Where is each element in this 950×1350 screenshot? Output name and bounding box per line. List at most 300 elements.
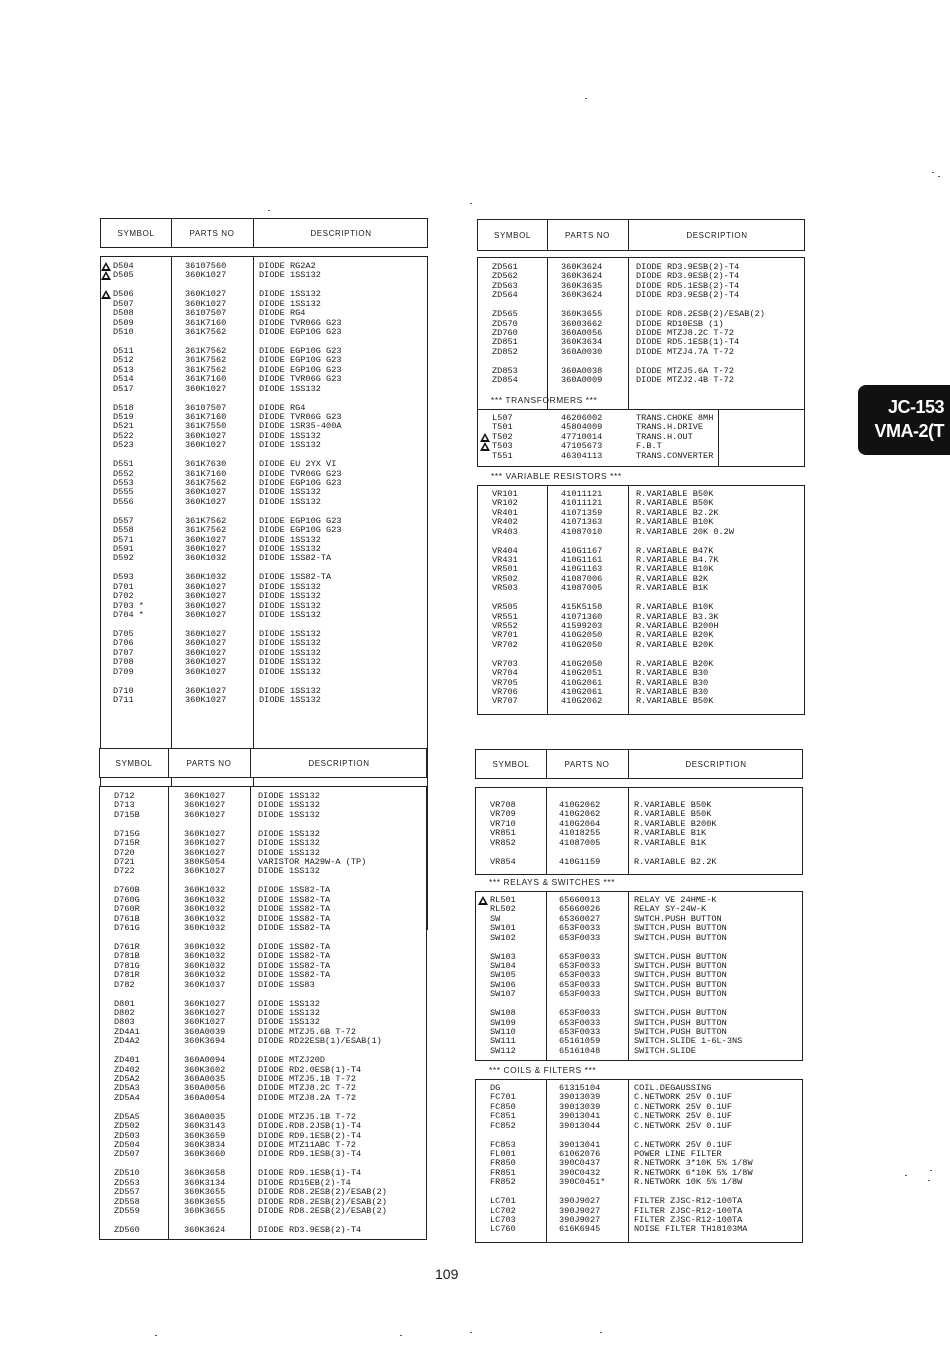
parts-no-cell: 360K1027	[184, 828, 226, 839]
parts-no-cell: 41018255	[559, 828, 601, 839]
header-symbol: SYMBOL	[494, 230, 531, 240]
parts-no-cell: 653F0033	[559, 961, 601, 971]
symbol-cell: D510	[113, 327, 134, 337]
description-cell: SWITCH.PUSH BUTTON	[634, 932, 727, 943]
symbol-cell: ZD560	[114, 1225, 140, 1235]
parts-no-cell: 360K1027	[185, 298, 227, 309]
parts-no-cell: 360K1027	[185, 695, 227, 705]
description-cell: RELAY SY-24W-K	[634, 904, 707, 915]
table-body	[477, 485, 805, 715]
description-cell: DIODE 1SS132	[258, 847, 320, 858]
table-row	[100, 1150, 426, 1159]
table-header	[475, 749, 803, 779]
description-cell: DIODE 1SS132	[258, 1017, 320, 1028]
parts-no-cell: 360A0039	[184, 1026, 226, 1037]
parts-no-cell: 360K1027	[185, 581, 227, 592]
description-cell: DIODE EGP10G G23	[259, 346, 342, 356]
warning-triangle-icon	[101, 262, 111, 271]
description-cell: DIODE RG4	[259, 402, 306, 413]
parts-no-cell: 39013041	[559, 1111, 601, 1122]
symbol-cell: DG	[490, 1083, 501, 1093]
parts-no-cell: 616K6945	[559, 1224, 601, 1235]
description-cell: DIODE EGP10G G23	[259, 515, 342, 526]
description-cell: DIODE RD8.2ESB(2)/ESAB(2)	[258, 1187, 387, 1198]
description-cell: DIODE RD2.0ESB(1)-T4	[258, 1064, 362, 1075]
symbol-cell: LC702	[490, 1205, 516, 1216]
table-row	[101, 498, 427, 507]
parts-no-cell: 653F0033	[559, 923, 601, 934]
header-parts-no: PARTS NO	[564, 759, 610, 769]
description-cell: R.VARIABLE B50K	[634, 800, 712, 810]
symbol-cell: ZD563	[492, 280, 518, 291]
symbol-cell: D802	[114, 1008, 135, 1018]
description-cell: DIODE 1SS132	[259, 544, 321, 554]
table-row	[100, 1207, 426, 1216]
symbol-cell: SW106	[490, 979, 516, 990]
description-cell: DIODE 1SS132	[259, 591, 321, 602]
parts-no-cell: 360K3659	[184, 1130, 226, 1141]
parts-no-cell: 653F0033	[559, 1008, 601, 1019]
description-cell: DIODE 1SS132	[259, 685, 321, 696]
symbol-cell: ZD402	[114, 1064, 140, 1075]
parts-no-cell: 410G2051	[561, 668, 603, 679]
parts-no-cell: 415K5158	[561, 602, 603, 613]
parts-no-cell: 360K3655	[184, 1206, 226, 1216]
symbol-cell: D518	[113, 402, 134, 413]
symbol-cell: LC701	[490, 1196, 516, 1207]
description-cell: DIODE EU 2YX VI	[259, 459, 337, 470]
warning-triangle-icon	[480, 433, 490, 442]
description-cell: DIODE TVR06G G23	[259, 468, 342, 479]
description-cell: SWITCH.PUSH BUTTON	[634, 1027, 727, 1037]
symbol-cell: D508	[113, 308, 134, 319]
description-cell: DIODE 1SS82-TA	[258, 913, 331, 924]
symbol-cell: SW104	[490, 961, 516, 971]
description-cell: DIODE MTZJ20D	[258, 1055, 326, 1066]
description-cell: R.VARIABLE B1K	[636, 583, 709, 594]
parts-no-cell: 41087005	[561, 583, 603, 594]
description-cell: SWITCH.PUSH BUTTON	[634, 979, 727, 990]
symbol-cell: SW105	[490, 970, 516, 981]
parts-no-cell: 41087005	[559, 837, 601, 848]
symbol-cell: RL502	[490, 904, 516, 915]
table-row	[101, 696, 427, 705]
symbol-cell: SW102	[490, 932, 516, 943]
description-cell: TRANS.H.DRIVE	[636, 422, 704, 433]
parts-no-cell: 41071360	[561, 611, 603, 622]
header-symbol: SYMBOL	[115, 758, 153, 768]
description-cell: C.NETWORK 25V 0.1UF	[634, 1120, 732, 1131]
description-cell: F.B.T	[636, 441, 662, 452]
parts-no-cell: 390J9027	[559, 1205, 601, 1216]
symbol-cell: D507	[113, 298, 134, 309]
parts-no-cell: 360K1027	[185, 440, 227, 451]
parts-no-cell: 360K1032	[184, 885, 226, 896]
description-cell: R.VARIABLE B200K	[634, 818, 717, 829]
description-cell: R.VARIABLE B10K	[636, 602, 714, 613]
symbol-cell: D512	[113, 355, 134, 366]
parts-no-cell: 360K3834	[184, 1140, 226, 1150]
parts-no-cell: 410G2050	[561, 658, 603, 669]
description-cell: DIODE MTZJ8.2C T-72	[258, 1083, 356, 1094]
parts-no-cell: 360K1032	[185, 553, 227, 564]
parts-no-cell: 390J9027	[559, 1196, 601, 1207]
symbol-cell: D709	[113, 666, 134, 677]
symbol-cell: VR404	[492, 545, 518, 556]
symbol-cell: D706	[113, 638, 134, 649]
symbol-cell: ZD4A2	[114, 1036, 140, 1047]
description-cell: FILTER ZJSC-R12-100TA	[634, 1215, 743, 1225]
parts-no-cell: 39013044	[559, 1120, 601, 1131]
description-cell: DIODE RD3.9ESB(2)-T4	[636, 271, 740, 282]
description-cell: DIODE 1SS132	[259, 383, 321, 394]
table-row	[476, 990, 802, 999]
warning-triangle-icon	[478, 896, 488, 905]
scan-speck	[938, 176, 940, 177]
parts-no-cell: 361K7562	[185, 525, 227, 536]
parts-no-cell: 360K3655	[184, 1187, 226, 1198]
description-cell: DIODE 1SS82-TA	[258, 923, 331, 933]
description-cell: DIODE 1SS132	[259, 496, 321, 507]
description-cell: DIODE RD3.9ESB(2)-T4	[258, 1225, 362, 1235]
parts-no-cell: 36107507	[185, 402, 227, 413]
description-cell: DIODE EGP10G G23	[259, 327, 342, 337]
symbol-cell: VR505	[492, 602, 518, 613]
parts-no-cell: 360K1027	[185, 487, 227, 498]
description-cell: R.VARIABLE B2.2K	[634, 856, 717, 867]
parts-no-cell: 360K1027	[185, 591, 227, 602]
table-row	[101, 328, 427, 337]
description-cell: DIODE TVR06G G23	[259, 374, 342, 385]
symbol-cell: D715R	[114, 838, 140, 849]
parts-no-cell: 360K1027	[184, 866, 226, 877]
description-cell: DIODE 1SS83	[258, 979, 315, 990]
symbol-cell: FR852	[490, 1177, 516, 1188]
parts-no-cell: 361K7160	[185, 412, 227, 422]
header-description: DESCRIPTION	[308, 758, 370, 768]
symbol-cell: D593	[113, 572, 134, 583]
symbol-cell: D513	[113, 364, 134, 375]
parts-no-cell: 410G2062	[559, 809, 601, 820]
description-cell: DIODE MTZJ5.1B T-72	[258, 1111, 356, 1122]
description-cell: DIODE 1SS132	[258, 828, 320, 839]
symbol-cell: VR851	[490, 828, 516, 839]
parts-no-cell: 361K7562	[185, 364, 227, 375]
description-cell: DIODE MTZJ2.4B T-72	[636, 375, 734, 386]
description-cell: DIODE RD9.1ESB(1)-T4	[258, 1168, 362, 1179]
model-tab-line1: JC-153	[887, 397, 944, 417]
description-cell: DIODE 1SS132	[259, 430, 321, 441]
parts-no-cell: 653F0033	[559, 932, 601, 943]
description-cell: DIODE EGP10G G23	[259, 355, 342, 366]
description-cell: C.NETWORK 25V 0.1UF	[634, 1139, 732, 1150]
description-cell: C.NETWORK 25V 0.1UF	[634, 1111, 732, 1122]
scan-speck	[928, 1180, 930, 1181]
symbol-cell: ZD507	[114, 1149, 140, 1160]
model-tab-line2: VMA-2(T	[874, 421, 944, 441]
parts-no-cell: 410G2061	[561, 687, 603, 697]
symbol-cell: D558	[113, 525, 134, 536]
symbol-cell: D557	[113, 515, 134, 526]
symbol-cell: D519	[113, 412, 134, 422]
description-cell: DIODE 1SS132	[258, 838, 320, 849]
symbol-cell: D711	[113, 695, 134, 705]
description-cell: DIODE 1SS132	[259, 289, 321, 300]
symbol-cell: ZD854	[492, 375, 518, 386]
parts-no-cell: 653F0033	[559, 979, 601, 990]
table-row	[101, 611, 427, 620]
symbol-cell: D556	[113, 496, 134, 507]
parts-no-cell: 360K3694	[184, 1036, 226, 1047]
description-cell: DIODE RD5.1ESB(2)-T4	[636, 280, 740, 291]
symbol-cell: D760G	[114, 894, 140, 905]
parts-no-cell: 36107507	[185, 308, 227, 319]
symbol-cell: FR851	[490, 1167, 516, 1178]
parts-no-cell: 65660026	[559, 904, 601, 915]
parts-no-cell: 360K1027	[185, 666, 227, 677]
description-cell: DIODE 1SS132	[258, 866, 320, 877]
symbol-cell: D721	[114, 857, 135, 867]
scan-speck	[585, 98, 587, 99]
parts-no-cell: 360K1027	[184, 1008, 226, 1018]
symbol-cell: VR852	[490, 837, 516, 848]
parts-no-cell: 360A0035	[184, 1111, 226, 1122]
parts-no-cell: 65360027	[559, 913, 601, 924]
header-description: DESCRIPTION	[310, 228, 372, 238]
symbol-cell: D701	[113, 581, 134, 592]
description-cell: DIODE 1SS132	[258, 809, 320, 820]
symbol-cell: FC853	[490, 1139, 516, 1150]
description-cell: DIODE 1SS82-TA	[259, 553, 332, 564]
parts-no-cell: 390C0437	[559, 1158, 601, 1169]
parts-no-cell: 360K1027	[184, 791, 226, 801]
symbol-cell: T501	[492, 422, 513, 433]
symbol-cell: RL501	[490, 895, 516, 905]
symbol-cell: ZD559	[114, 1206, 140, 1216]
header-description: DESCRIPTION	[686, 230, 748, 240]
description-cell: DIODE 1SS132	[259, 666, 321, 677]
symbol-cell: ZD561	[492, 262, 518, 272]
parts-no-cell: 360K1032	[184, 951, 226, 962]
description-cell: R.VARIABLE B200H	[636, 621, 719, 631]
parts-no-cell: 39013039	[559, 1092, 601, 1103]
symbol-cell: D760R	[114, 904, 140, 915]
table-row	[476, 1178, 802, 1187]
description-cell: DIODE RD8.2ESB(2)/ESAB(2)	[258, 1206, 387, 1216]
parts-no-cell: 36003662	[561, 318, 603, 329]
description-cell: R.VARIABLE B2.2K	[636, 507, 719, 518]
description-cell: R.VARIABLE B2K	[636, 573, 709, 584]
symbol-cell: VR501	[492, 564, 518, 575]
symbol-cell: VR552	[492, 621, 518, 631]
parts-no-cell: 360A0056	[561, 328, 603, 338]
header-symbol: SYMBOL	[117, 228, 155, 238]
parts-no-cell: 360K1027	[185, 638, 227, 649]
description-cell: DIODE 1SS132	[259, 298, 321, 309]
description-cell: DIODE 1SS132	[259, 600, 321, 611]
symbol-cell: D715G	[114, 828, 140, 839]
parts-no-cell: 360K1027	[185, 544, 227, 554]
parts-no-cell: 360K1027	[185, 383, 227, 394]
parts-no-cell: 360K3624	[184, 1225, 226, 1235]
parts-no-cell: 360K3624	[561, 290, 603, 301]
description-cell: SWITCH.PUSH BUTTON	[634, 970, 727, 981]
symbol-cell: D720	[114, 847, 135, 858]
parts-no-cell: 360K3634	[561, 337, 603, 348]
symbol-cell: D782	[114, 979, 135, 990]
symbol-cell: D702	[113, 591, 134, 602]
table-row	[476, 858, 802, 867]
parts-no-cell: 360K1027	[185, 496, 227, 507]
parts-no-cell: 360K1027	[184, 838, 226, 849]
symbol-cell: VR702	[492, 639, 518, 650]
description-cell: R.VARIABLE 20K 0.2W	[636, 526, 734, 537]
description-cell: DIODE RD10ESB (1)	[636, 318, 724, 329]
description-cell: DIODE RD3.9ESB(2)-T4	[636, 262, 740, 272]
scan-speck	[268, 210, 270, 211]
parts-no-cell: 61062076	[559, 1149, 601, 1159]
table-row	[100, 1226, 426, 1235]
description-cell: DIODE TVR06G G23	[259, 317, 342, 328]
parts-no-cell: 360K3624	[561, 262, 603, 272]
symbol-cell: D712	[114, 791, 135, 801]
table-body	[477, 409, 805, 467]
symbol-cell: SW109	[490, 1017, 516, 1028]
parts-no-cell: 361K7630	[185, 459, 227, 470]
table-row	[101, 271, 427, 280]
table-row	[476, 934, 802, 943]
table-body	[475, 1079, 803, 1243]
description-cell: DIODE MTZJ4.7A T-72	[636, 346, 734, 357]
symbol-cell: D551	[113, 459, 134, 470]
parts-no-cell: 361K7562	[185, 478, 227, 488]
description-cell: R.VARIABLE B50K	[636, 696, 714, 707]
description-cell: FILTER ZJSC-R12-100TA	[634, 1205, 743, 1216]
description-cell: DIODE MTZJ8.2A T-72	[258, 1092, 356, 1103]
symbol-cell: VR709	[490, 809, 516, 820]
section-title: *** VARIABLE RESISTORS ***	[491, 471, 622, 481]
parts-no-cell: 360K3624	[561, 271, 603, 282]
table-row	[478, 697, 804, 706]
table-body	[477, 257, 805, 415]
page-number: 109	[435, 1266, 459, 1282]
symbol-cell: ZD5A2	[114, 1074, 140, 1084]
symbol-cell: T551	[492, 450, 513, 461]
symbol-cell: FL001	[490, 1149, 516, 1159]
symbol-cell: ZD852	[492, 346, 518, 357]
header-parts-no: PARTS NO	[189, 228, 235, 238]
description-cell: DIODE 1SS132	[258, 1008, 320, 1018]
symbol-cell: ZD564	[492, 290, 518, 301]
symbol-cell: VR707	[492, 696, 518, 707]
description-cell: DIODE RD9.1ESB(2)-T4	[258, 1130, 362, 1141]
parts-no-cell: 46304113	[561, 450, 603, 461]
description-cell: DIODE RG4	[259, 308, 306, 319]
parts-no-cell: 410G2061	[561, 677, 603, 688]
symbol-cell: SW107	[490, 989, 516, 1000]
symbol-cell: D517	[113, 383, 134, 394]
description-cell: DIODE 1SS82-TA	[258, 894, 331, 905]
description-cell: DIODE 1SS132	[258, 800, 320, 811]
symbol-cell: ZD851	[492, 337, 518, 348]
description-cell: R.VARIABLE B47K	[636, 545, 714, 556]
parts-no-cell: 360K3655	[561, 309, 603, 320]
parts-no-cell: 65161059	[559, 1036, 601, 1047]
symbol-cell: D781G	[114, 960, 140, 971]
description-cell: DIODE 1SS132	[259, 581, 321, 592]
table-row	[101, 441, 427, 450]
parts-no-cell: 360K1027	[185, 600, 227, 611]
description-cell: R.VARIABLE B10K	[636, 564, 714, 575]
model-tab	[858, 385, 950, 455]
description-cell: R.VARIABLE B50K	[636, 489, 714, 499]
parts-no-cell: 41599203	[561, 621, 603, 631]
parts-no-cell: 39013041	[559, 1139, 601, 1150]
parts-no-cell: 653F0033	[559, 951, 601, 962]
symbol-cell: ZD853	[492, 365, 518, 376]
table-row	[100, 981, 426, 990]
description-cell: DIODE 1SS82-TA	[258, 904, 331, 915]
description-cell: DIODE 1SS132	[259, 270, 321, 281]
symbol-cell: D803	[114, 1017, 135, 1028]
symbol-cell: ZD502	[114, 1121, 140, 1132]
symbol-cell: VR503	[492, 583, 518, 594]
table-row	[476, 1225, 802, 1234]
symbol-cell: D591	[113, 544, 134, 554]
description-cell: R.VARIABLE B30	[636, 677, 709, 688]
description-cell: DIODE 1SS132	[259, 610, 321, 620]
parts-no-cell: 360K1032	[184, 970, 226, 981]
symbol-cell: ZD557	[114, 1187, 140, 1198]
warning-triangle-icon	[101, 290, 111, 299]
description-cell: VARISTOR MA29W-A (TP)	[258, 857, 367, 867]
parts-no-cell: 41011121	[561, 498, 603, 509]
parts-no-cell: 360K1032	[184, 913, 226, 924]
parts-no-cell: 653F0033	[559, 1027, 601, 1037]
parts-no-cell: 360A0009	[561, 375, 603, 386]
symbol-cell: D704 *	[113, 610, 144, 620]
parts-no-cell: 47710014	[561, 431, 603, 442]
parts-no-cell: 410G2050	[561, 639, 603, 650]
symbol-cell: D708	[113, 657, 134, 668]
description-cell: SWITCH.PUSH BUTTON	[634, 961, 727, 971]
scan-speck	[932, 172, 934, 173]
description-cell: POWER LINE FILTER	[634, 1149, 722, 1159]
symbol-cell: VR101	[492, 489, 518, 499]
description-cell: SWITCH.PUSH BUTTON	[634, 951, 727, 962]
symbol-cell: SW	[490, 913, 501, 924]
parts-no-cell: 360K3655	[184, 1196, 226, 1207]
symbol-cell: ZD5A3	[114, 1083, 140, 1094]
parts-no-cell: 653F0033	[559, 989, 601, 1000]
parts-no-cell: 410G2062	[559, 800, 601, 810]
parts-no-cell: 361K7562	[185, 327, 227, 337]
description-cell: DIODE 1SS82-TA	[258, 951, 331, 962]
parts-no-cell: 361K7550	[185, 421, 227, 432]
table-row	[101, 668, 427, 677]
parts-no-cell: 360K1032	[185, 572, 227, 583]
description-cell: DIODE RG2A2	[259, 261, 316, 271]
table-row	[476, 1047, 802, 1056]
description-cell: SWITCH.PUSH BUTTON	[634, 923, 727, 934]
description-cell: DIODE 1SS82-TA	[258, 942, 331, 952]
table-row	[478, 584, 804, 593]
symbol-cell: VR854	[490, 856, 516, 867]
description-cell: R.NETWORK 6*10K 5% 1/8W	[634, 1167, 753, 1178]
description-cell: DIODE 1SS132	[259, 534, 321, 545]
description-cell: R.VARIABLE B30	[636, 668, 709, 679]
description-cell: DIODE 1SS132	[259, 695, 321, 705]
